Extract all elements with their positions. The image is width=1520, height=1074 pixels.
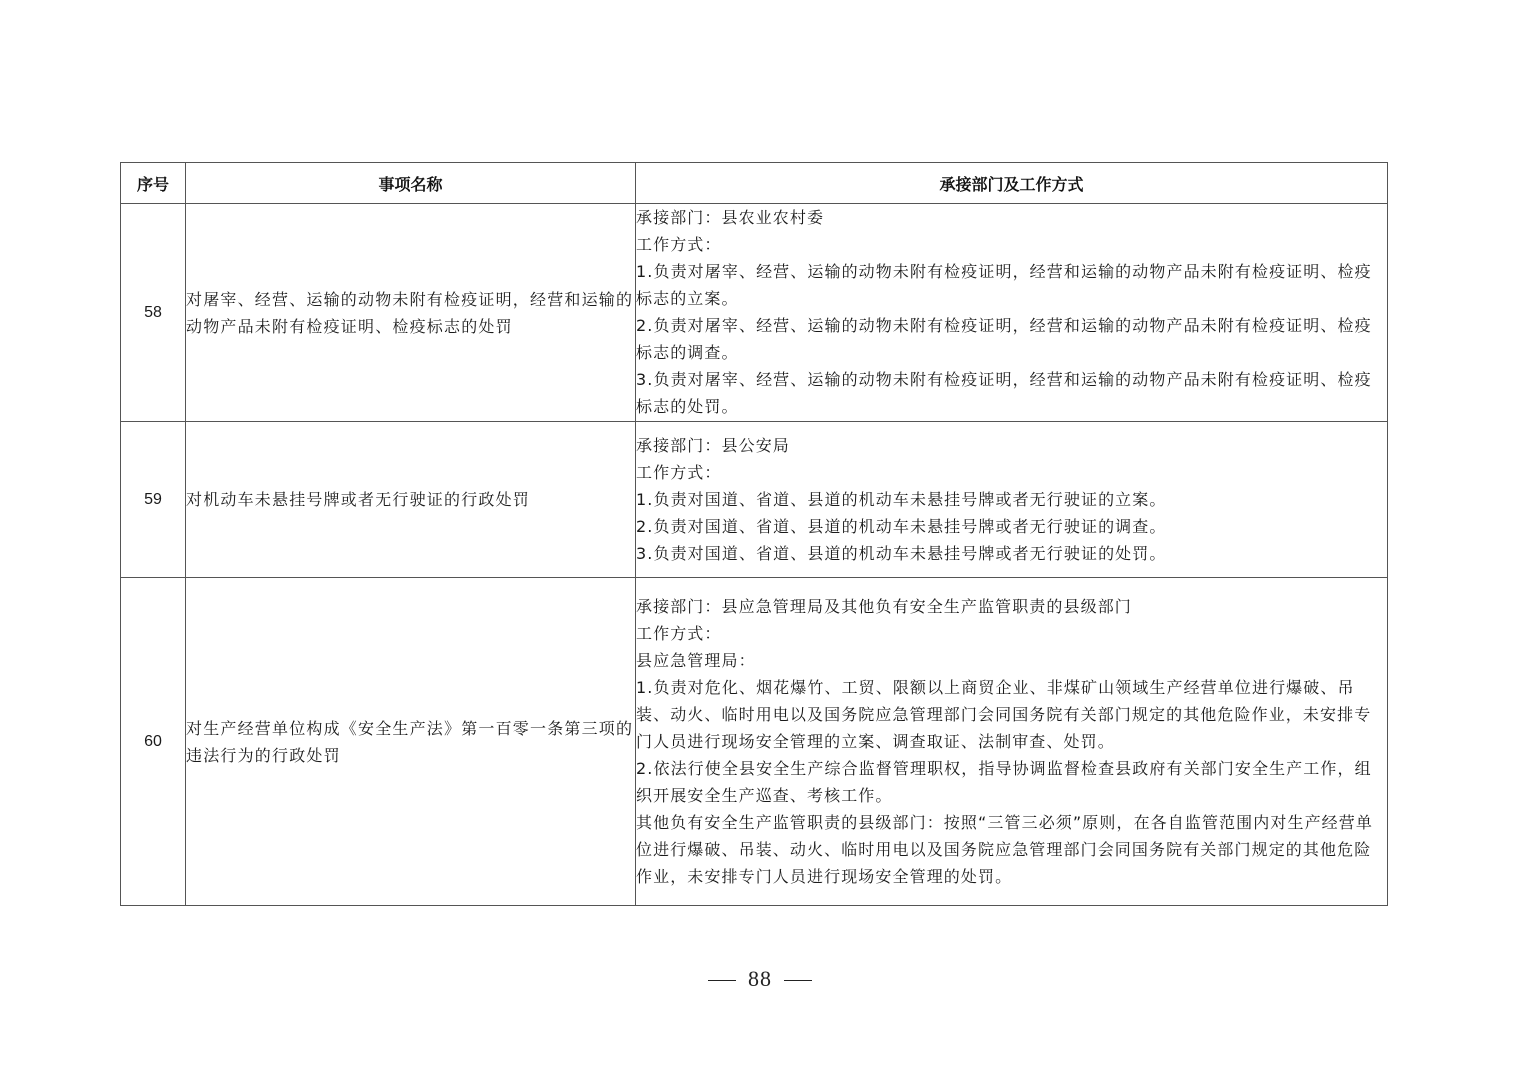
row-item-name: 对屠宰、经营、运输的动物未附有检疫证明，经营和运输的动物产品未附有检疫证明、检疫标志的处罚 — [186, 204, 636, 422]
row-serial-number: 60 — [121, 578, 186, 906]
row-item-name: 对生产经营单位构成《安全生产法》第一百零一条第三项的违法行为的行政处罚 — [186, 578, 636, 906]
table-header-row — [121, 163, 1388, 204]
dept-line: 其他负有安全生产监管职责的县级部门：按照“三管三必须”原则，在各自监管范围内对生产经营单位进行爆破、吊装、动火、临时用电以及国务院应急管理部门会同国务院有关部门规定的其他危险作业，未安排专门人员进行现场安全管理的处罚。 — [636, 813, 1373, 886]
dept-line: 2.负责对国道、省道、县道的机动车未悬挂号牌或者无行驶证的调查。 — [636, 517, 1167, 536]
dept-line: 2.依法行使全县安全生产综合监督管理职权，指导协调监督检查县政府有关部门安全生产工作，组织开展安全生产巡查、考核工作。 — [636, 759, 1372, 805]
table-row — [121, 422, 1388, 578]
dept-line: 1.负责对屠宰、经营、运输的动物未附有检疫证明，经营和运输的动物产品未附有检疫证明、检疫标志的立案。 — [636, 262, 1372, 308]
dept-line: 1.负责对危化、烟花爆竹、工贸、限额以上商贸企业、非煤矿山领域生产经营单位进行爆破、吊装、动火、临时用电以及国务院应急管理部门会同国务院有关部门规定的其他危险作业，未安排专门人员进行现场安全管理的立案、调查取证、法制审查、处罚。 — [636, 678, 1372, 751]
dept-line: 工作方式： — [636, 235, 722, 254]
page-number: 88 — [748, 966, 772, 991]
dept-line: 工作方式： — [636, 624, 722, 643]
header-department-method: 承接部门及工作方式 — [636, 163, 1388, 204]
dept-line: 承接部门：县农业农村委 — [636, 208, 825, 227]
row-department-method — [636, 204, 1388, 422]
dept-line: 承接部门：县公安局 — [636, 436, 790, 455]
matters-table — [120, 162, 1388, 906]
footer-dash-right — [784, 980, 812, 981]
dept-line: 1.负责对国道、省道、县道的机动车未悬挂号牌或者无行驶证的立案。 — [636, 490, 1167, 509]
row-department-method — [636, 578, 1388, 906]
header-serial-number: 序号 — [121, 163, 186, 204]
table-row — [121, 204, 1388, 422]
row-serial-number: 58 — [121, 204, 186, 422]
row-item-name: 对机动车未悬挂号牌或者无行驶证的行政处罚 — [186, 422, 636, 578]
dept-line: 承接部门：县应急管理局及其他负有安全生产监管职责的县级部门 — [636, 597, 1132, 616]
page-footer — [0, 966, 1520, 992]
header-item-name: 事项名称 — [186, 163, 636, 204]
dept-line: 3.负责对屠宰、经营、运输的动物未附有检疫证明，经营和运输的动物产品未附有检疫证明、检疫标志的处罚。 — [636, 370, 1372, 416]
table-row — [121, 578, 1388, 906]
row-serial-number: 59 — [121, 422, 186, 578]
dept-line: 2.负责对屠宰、经营、运输的动物未附有检疫证明，经营和运输的动物产品未附有检疫证明、检疫标志的调查。 — [636, 316, 1372, 362]
dept-line: 3.负责对国道、省道、县道的机动车未悬挂号牌或者无行驶证的处罚。 — [636, 544, 1167, 563]
row-department-method — [636, 422, 1388, 578]
footer-dash-left — [708, 980, 736, 981]
dept-line: 工作方式： — [636, 463, 722, 482]
dept-line: 县应急管理局： — [636, 651, 756, 670]
